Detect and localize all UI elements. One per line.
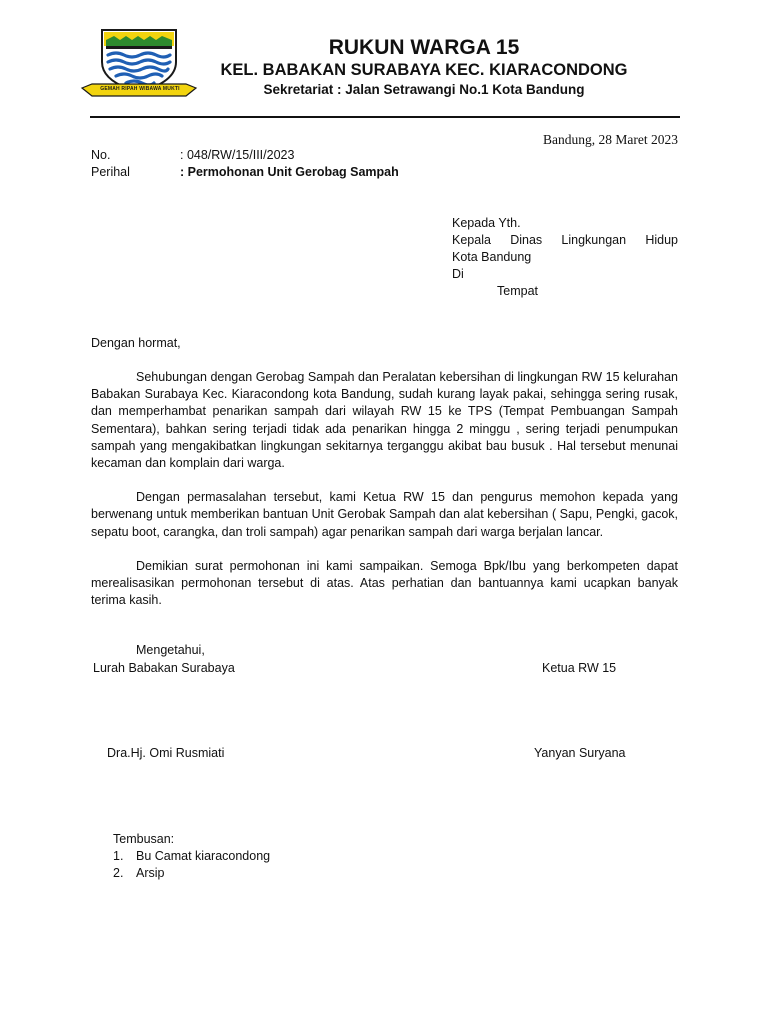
number-value: : 048/RW/15/III/2023 (180, 148, 295, 162)
paragraph-1: Sehubungan dengan Gerobag Sampah dan Peralatan kebersihan di lingkungan RW 15 kelurahan Babakan Surabaya Kec. Kiaracondong kota Bandung, sudah kurang layak pakai, sehingga sering rusak, dan memperhambat penarikan sampah dari wilayah RW 15 ke TPS (Tempat Pembuangan Sampah Sementara), bahkan sering terjadi tidak ada penarikan hingga 2 minggu , sering terjadi penumpukan sampah yang mengakibatkan lingkungan sekitarnya terganggu akibat bau busuk . Hal tersebut menunai kecaman dan komplain dari warga. (91, 370, 678, 471)
recipient-title: Kepala Dinas Lingkungan Hidup (452, 233, 678, 247)
letterhead-title: RUKUN WARGA 15 (328, 36, 520, 59)
subject-label: Perihal (91, 165, 130, 179)
left-signatory-title: Lurah Babakan Surabaya (93, 661, 235, 675)
recipient-greeting: Kepada Yth. (452, 216, 521, 230)
cc-item (113, 865, 270, 882)
emblem-motto: GEMAH RIPAH WIBAWA MUKTI (100, 86, 180, 92)
left-signatory-name: Dra.Hj. Omi Rusmiati (107, 746, 225, 760)
recipient-city: Kota Bandung (452, 250, 532, 264)
cc-item-text: Bu Camat kiaracondong (136, 849, 271, 863)
letter-body (91, 369, 678, 609)
cc-item-text: Arsip (136, 866, 165, 880)
cc-section (113, 831, 270, 882)
letterhead-address: Sekretariat : Jalan Setrawangi No.1 Kota Bandung (263, 82, 585, 97)
recipient-place: Tempat (497, 284, 538, 298)
paragraph-2: Dengan permasalahan tersebut, kami Ketua RW 15 dan pengurus memohon kepada yang berwenang untuk memberikan bantuan Unit Gerobak Sampah dan alat kebersihan ( Sapu, Pengki, gacok, sepatu boot, carangka, dan troli sampah) agar penarikan sampah dari warga berjalan lancar. (91, 490, 678, 539)
cc-item-number: 2. (113, 866, 124, 880)
letter-date: Bandung, 28 Maret 2023 (543, 132, 678, 147)
cc-item (113, 848, 270, 865)
right-signatory-name: Yanyan Suryana (534, 746, 626, 760)
letterhead-divider (90, 116, 680, 118)
cc-heading: Tembusan: (113, 832, 175, 846)
salutation: Dengan hormat, (91, 336, 181, 350)
paragraph-3: Demikian surat permohonan ini kami sampaikan. Semoga Bpk/Ibu yang berkompeten dapat merealisasikan permohonan tersebut di atas. Atas perhatian dan bantuannya kami ucapkan banyak terima kasih. (91, 558, 678, 608)
cc-item-number: 1. (113, 849, 124, 863)
acknowledged-label: Mengetahui, (136, 643, 205, 657)
recipient-di: Di (452, 267, 464, 281)
subject-value: : Permohonan Unit Gerobag Sampah (180, 165, 399, 179)
right-signatory-title: Ketua RW 15 (542, 661, 617, 675)
recipient-block (452, 215, 678, 300)
number-label: No. (91, 148, 111, 162)
letterhead-subtitle: KEL. BABAKAN SURABAYA KEC. KIARACONDONG (220, 61, 628, 79)
